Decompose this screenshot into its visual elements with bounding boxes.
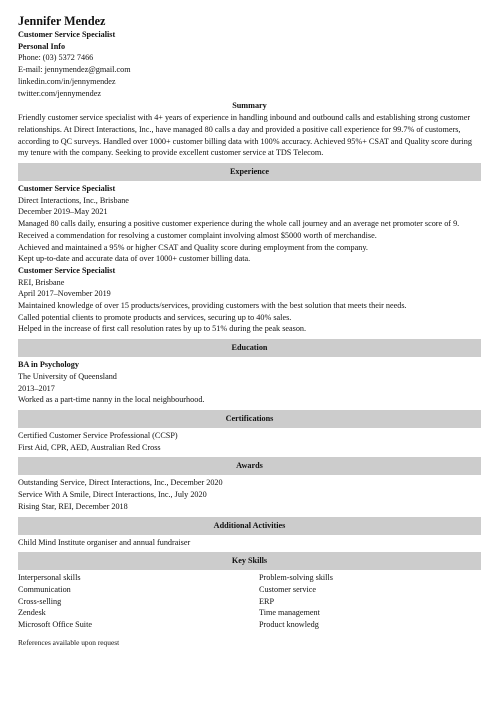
certifications-heading: Certifications (18, 410, 481, 428)
job-bullet: Kept up-to-date and accurate data of over 1000+ customer billing data. (18, 254, 251, 264)
education-section (18, 339, 481, 406)
certifications-section (18, 410, 481, 453)
skill-item: Communication (18, 584, 71, 594)
education-degree: BA in Psychology (18, 360, 79, 370)
skill-item: Customer service (259, 584, 317, 594)
skill-item: Cross-selling (18, 596, 62, 606)
experience-heading: Experience (18, 163, 481, 181)
experience-section (18, 163, 481, 335)
job-bullet: Achieved and maintained a 95% or higher CSAT and Quality score during employment from the company. (18, 242, 368, 252)
candidate-name: Jennifer Mendez (18, 14, 106, 28)
personal-info-label: Personal Info (18, 41, 66, 51)
award-item: Outstanding Service, Direct Interactions, Inc., December 2020 (18, 478, 223, 488)
summary-text: Friendly customer service specialist with 4+ years of experience in handling inbound and outbound calls and establishing strong customer relationships. At Direct Interactions, Inc., have managed 80 calls a day and provided a positive call experience for 99.7% of customers, according to QC surveys. Handled over 1000+ customer billing data with 100% accuracy. Achieved 95%+ CSAT and Quality score during my tenure with the company. Seeking to provide excellent customer service at TDS Telecom. (18, 113, 472, 158)
references-note: References available upon request (18, 637, 120, 647)
twitter-link[interactable]: twitter.com/jennymendez (18, 88, 101, 98)
job-company: REI, Brisbane (18, 277, 65, 287)
education-school: The University of Queensland (18, 371, 117, 381)
summary-title: Summary (232, 101, 267, 111)
job-bullet: Maintained knowledge of over 15 products/services, providing customers with the best solution that meets their needs. (18, 301, 407, 311)
certification-item: First Aid, CPR, AED, Australian Red Cross (18, 442, 161, 452)
education-heading: Education (18, 339, 481, 357)
summary-section (18, 100, 481, 159)
skill-item: Time management (259, 608, 320, 618)
job-entry (18, 265, 481, 335)
job-role: Customer Service Specialist (18, 184, 116, 194)
activities-heading: Additional Activities (18, 517, 481, 535)
job-entry (18, 183, 481, 265)
activities-section (18, 517, 481, 549)
job-dates: April 2017–November 2019 (18, 289, 111, 299)
skill-item: ERP (259, 596, 275, 606)
job-bullet: Managed 80 calls daily, ensuring a positive customer experience during the whole call journey and an average net promoter score of 9. (18, 219, 460, 229)
linkedin-link[interactable]: linkedin.com/in/jennymendez (18, 76, 116, 86)
skills-heading: Key Skills (18, 552, 481, 570)
email-text: E-mail: jennymendez@gmail.com (18, 65, 131, 75)
phone-text: Phone: (03) 5372 7466 (18, 53, 94, 63)
certification-item: Certified Customer Service Professional (CCSP) (18, 430, 178, 440)
award-item: Service With A Smile, Direct Interactions, Inc., July 2020 (18, 490, 207, 500)
skill-item: Product knowledg (259, 620, 319, 630)
activity-item: Child Mind Institute organiser and annual fundraiser (18, 537, 191, 547)
resume-header (18, 14, 481, 99)
candidate-title: Customer Service Specialist (18, 30, 116, 39)
awards-section (18, 457, 481, 512)
job-role: Customer Service Specialist (18, 265, 116, 275)
skill-item: Microsoft Office Suite (18, 620, 92, 630)
award-item: Rising Star, REI, December 2018 (18, 501, 128, 511)
job-bullet: Called potential clients to promote products and services, securing up to 40% sales. (18, 312, 292, 322)
skill-item: Interpersonal skills (18, 573, 81, 583)
education-dates: 2013–2017 (18, 383, 55, 393)
education-note: Worked as a part-time nanny in the local neighbourhood. (18, 395, 205, 405)
job-dates: December 2019–May 2021 (18, 207, 108, 217)
skill-item: Zendesk (18, 608, 46, 618)
job-bullet: Received a commendation for resolving a customer complaint involving almost $5000 worth of merchandise. (18, 230, 377, 240)
skill-item: Problem-solving skills (259, 573, 333, 583)
job-company: Direct Interactions, Inc., Brisbane (18, 195, 129, 205)
awards-heading: Awards (18, 457, 481, 475)
skills-section (18, 552, 481, 631)
job-bullet: Helped in the increase of first call resolution rates by up to 51% during the peak season. (18, 324, 307, 334)
skills-grid (18, 572, 481, 631)
